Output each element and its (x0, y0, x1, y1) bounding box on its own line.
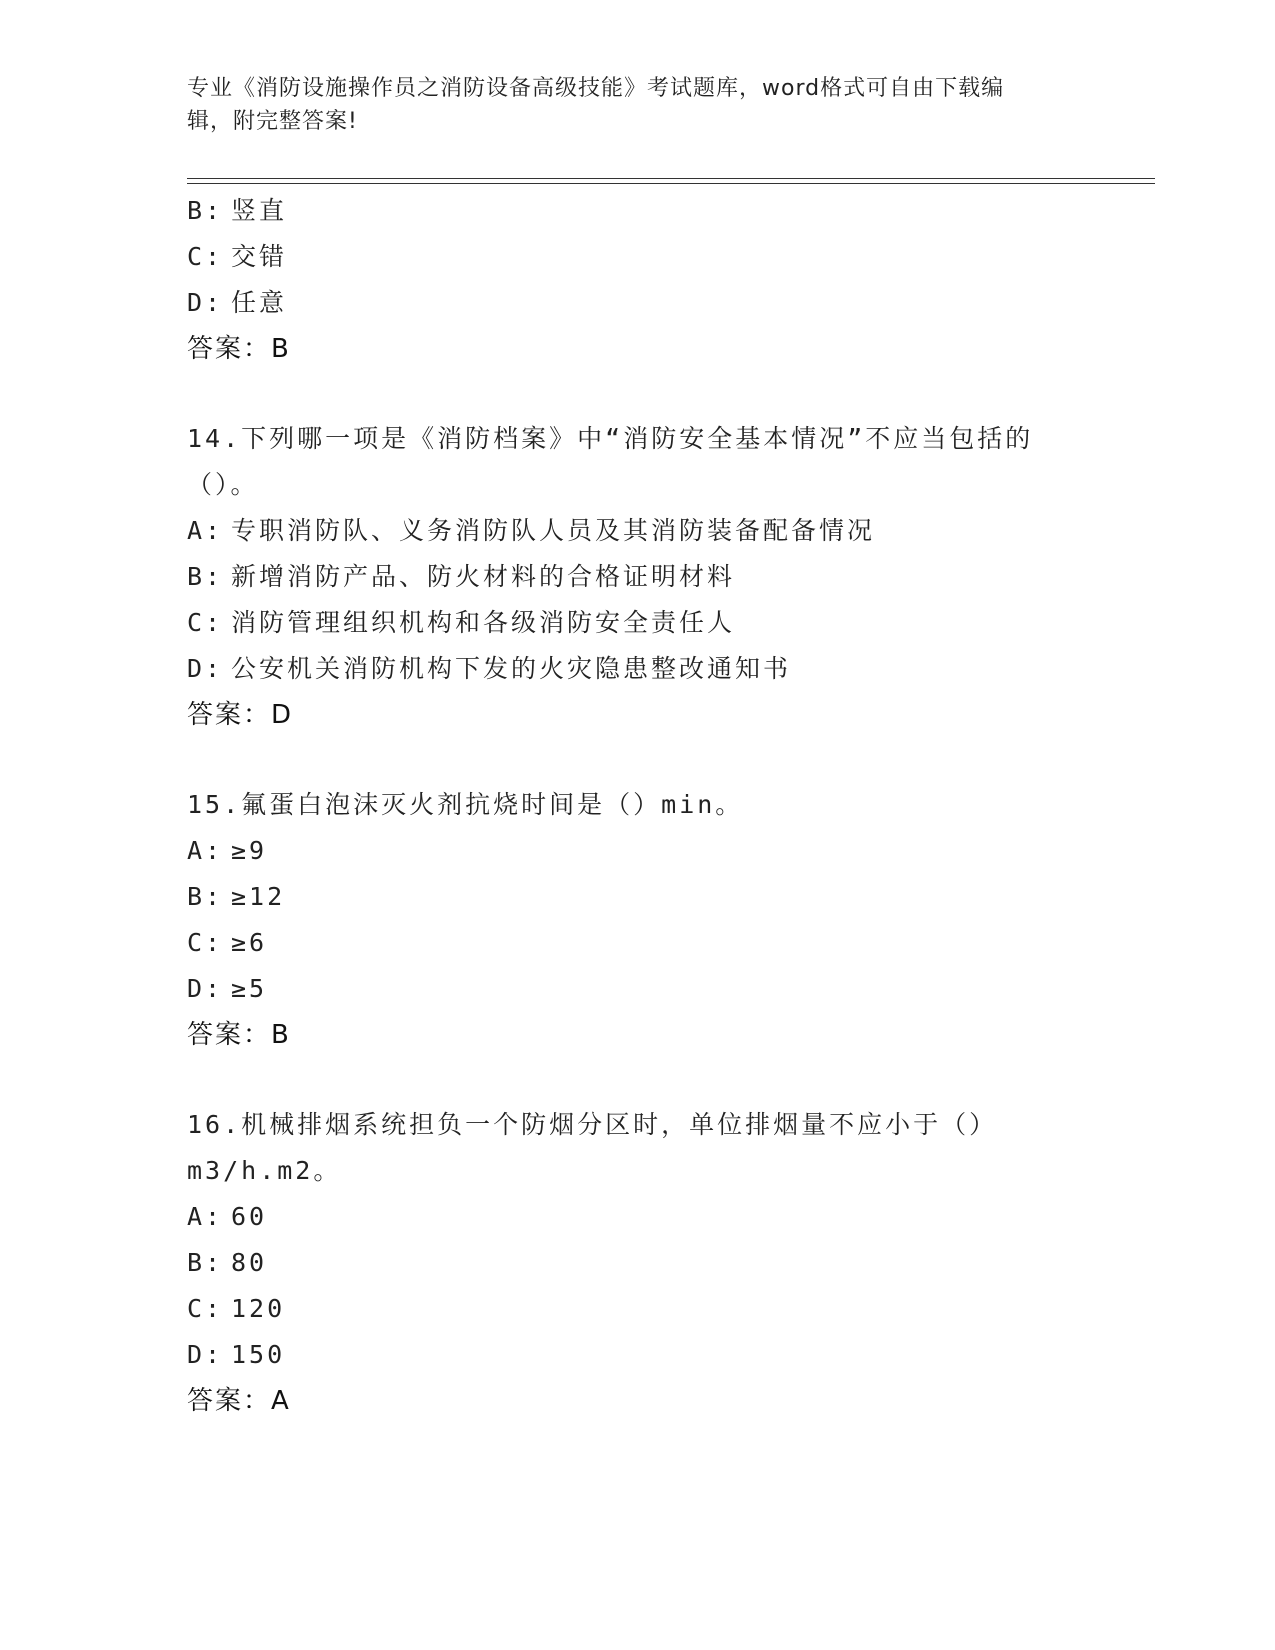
question-stem-continued: （）。 (187, 470, 259, 499)
question-stem: 14.下列哪一项是《消防档案》中“消防安全基本情况”不应当包括的 (187, 424, 1034, 453)
option-b (187, 554, 1087, 600)
option-d (187, 966, 1087, 1012)
option-letter: B: (187, 882, 224, 911)
option-letter: A: (187, 836, 224, 865)
option-text: 竖直 (231, 196, 288, 225)
option-c (187, 234, 1087, 280)
spacer (187, 738, 1087, 782)
option-c (187, 920, 1087, 966)
option-letter: C: (187, 1294, 224, 1323)
option-b (187, 188, 1087, 234)
option-letter: A: (187, 1202, 224, 1231)
option-text: 80 (231, 1248, 268, 1277)
document-body (187, 188, 1087, 1424)
option-text: ≥6 (231, 928, 268, 957)
option-letter: D: (187, 288, 224, 317)
option-text: ≥5 (231, 974, 268, 1003)
header-line-2: 辑，附完整答案! (187, 109, 358, 134)
question-14 (187, 416, 1087, 738)
option-text: 150 (231, 1340, 286, 1369)
option-d (187, 1332, 1087, 1378)
option-letter: B: (187, 1248, 224, 1277)
option-text: 公安机关消防机构下发的火灾隐患整改通知书 (231, 654, 792, 683)
option-c (187, 600, 1087, 646)
option-a (187, 508, 1087, 554)
page-header (187, 72, 1067, 138)
question-stem: 15.氟蛋白泡沫灭火剂抗烧时间是（）min。 (187, 790, 744, 819)
option-text: 专职消防队、义务消防队人员及其消防装备配备情况 (231, 516, 876, 545)
answer-line: 答案：B (187, 1020, 291, 1050)
header-line-1: 专业《消防设施操作员之消防设备高级技能》考试题库，word格式可自由下载编 (187, 76, 1005, 101)
option-letter: D: (187, 974, 224, 1003)
option-text: 任意 (231, 288, 288, 317)
question-13 (187, 188, 1087, 372)
option-letter: B: (187, 196, 224, 225)
option-letter: C: (187, 928, 224, 957)
option-a (187, 1194, 1087, 1240)
question-stem: 16.机械排烟系统担负一个防烟分区时，单位排烟量不应小于（） (187, 1110, 998, 1139)
option-text: 消防管理组织机构和各级消防安全责任人 (231, 608, 736, 637)
option-letter: A: (187, 516, 224, 545)
spacer (187, 372, 1087, 416)
question-16 (187, 1102, 1087, 1424)
answer-line: 答案：B (187, 334, 291, 364)
option-text: ≥9 (231, 836, 268, 865)
option-text: 60 (231, 1202, 268, 1231)
option-letter: C: (187, 242, 224, 271)
question-15 (187, 782, 1087, 1058)
question-stem-continued: m3/h.m2。 (187, 1156, 342, 1185)
option-a (187, 828, 1087, 874)
answer-line: 答案：D (187, 700, 294, 730)
option-text: 120 (231, 1294, 286, 1323)
option-letter: D: (187, 1340, 224, 1369)
option-text: ≥12 (231, 882, 286, 911)
header-divider (187, 178, 1155, 184)
option-b (187, 874, 1087, 920)
option-letter: C: (187, 608, 224, 637)
option-text: 新增消防产品、防火材料的合格证明材料 (231, 562, 736, 591)
spacer (187, 1058, 1087, 1102)
option-text: 交错 (231, 242, 288, 271)
option-letter: B: (187, 562, 224, 591)
option-c (187, 1286, 1087, 1332)
option-b (187, 1240, 1087, 1286)
option-d (187, 646, 1087, 692)
option-letter: D: (187, 654, 224, 683)
answer-line: 答案：A (187, 1386, 291, 1416)
option-d (187, 280, 1087, 326)
